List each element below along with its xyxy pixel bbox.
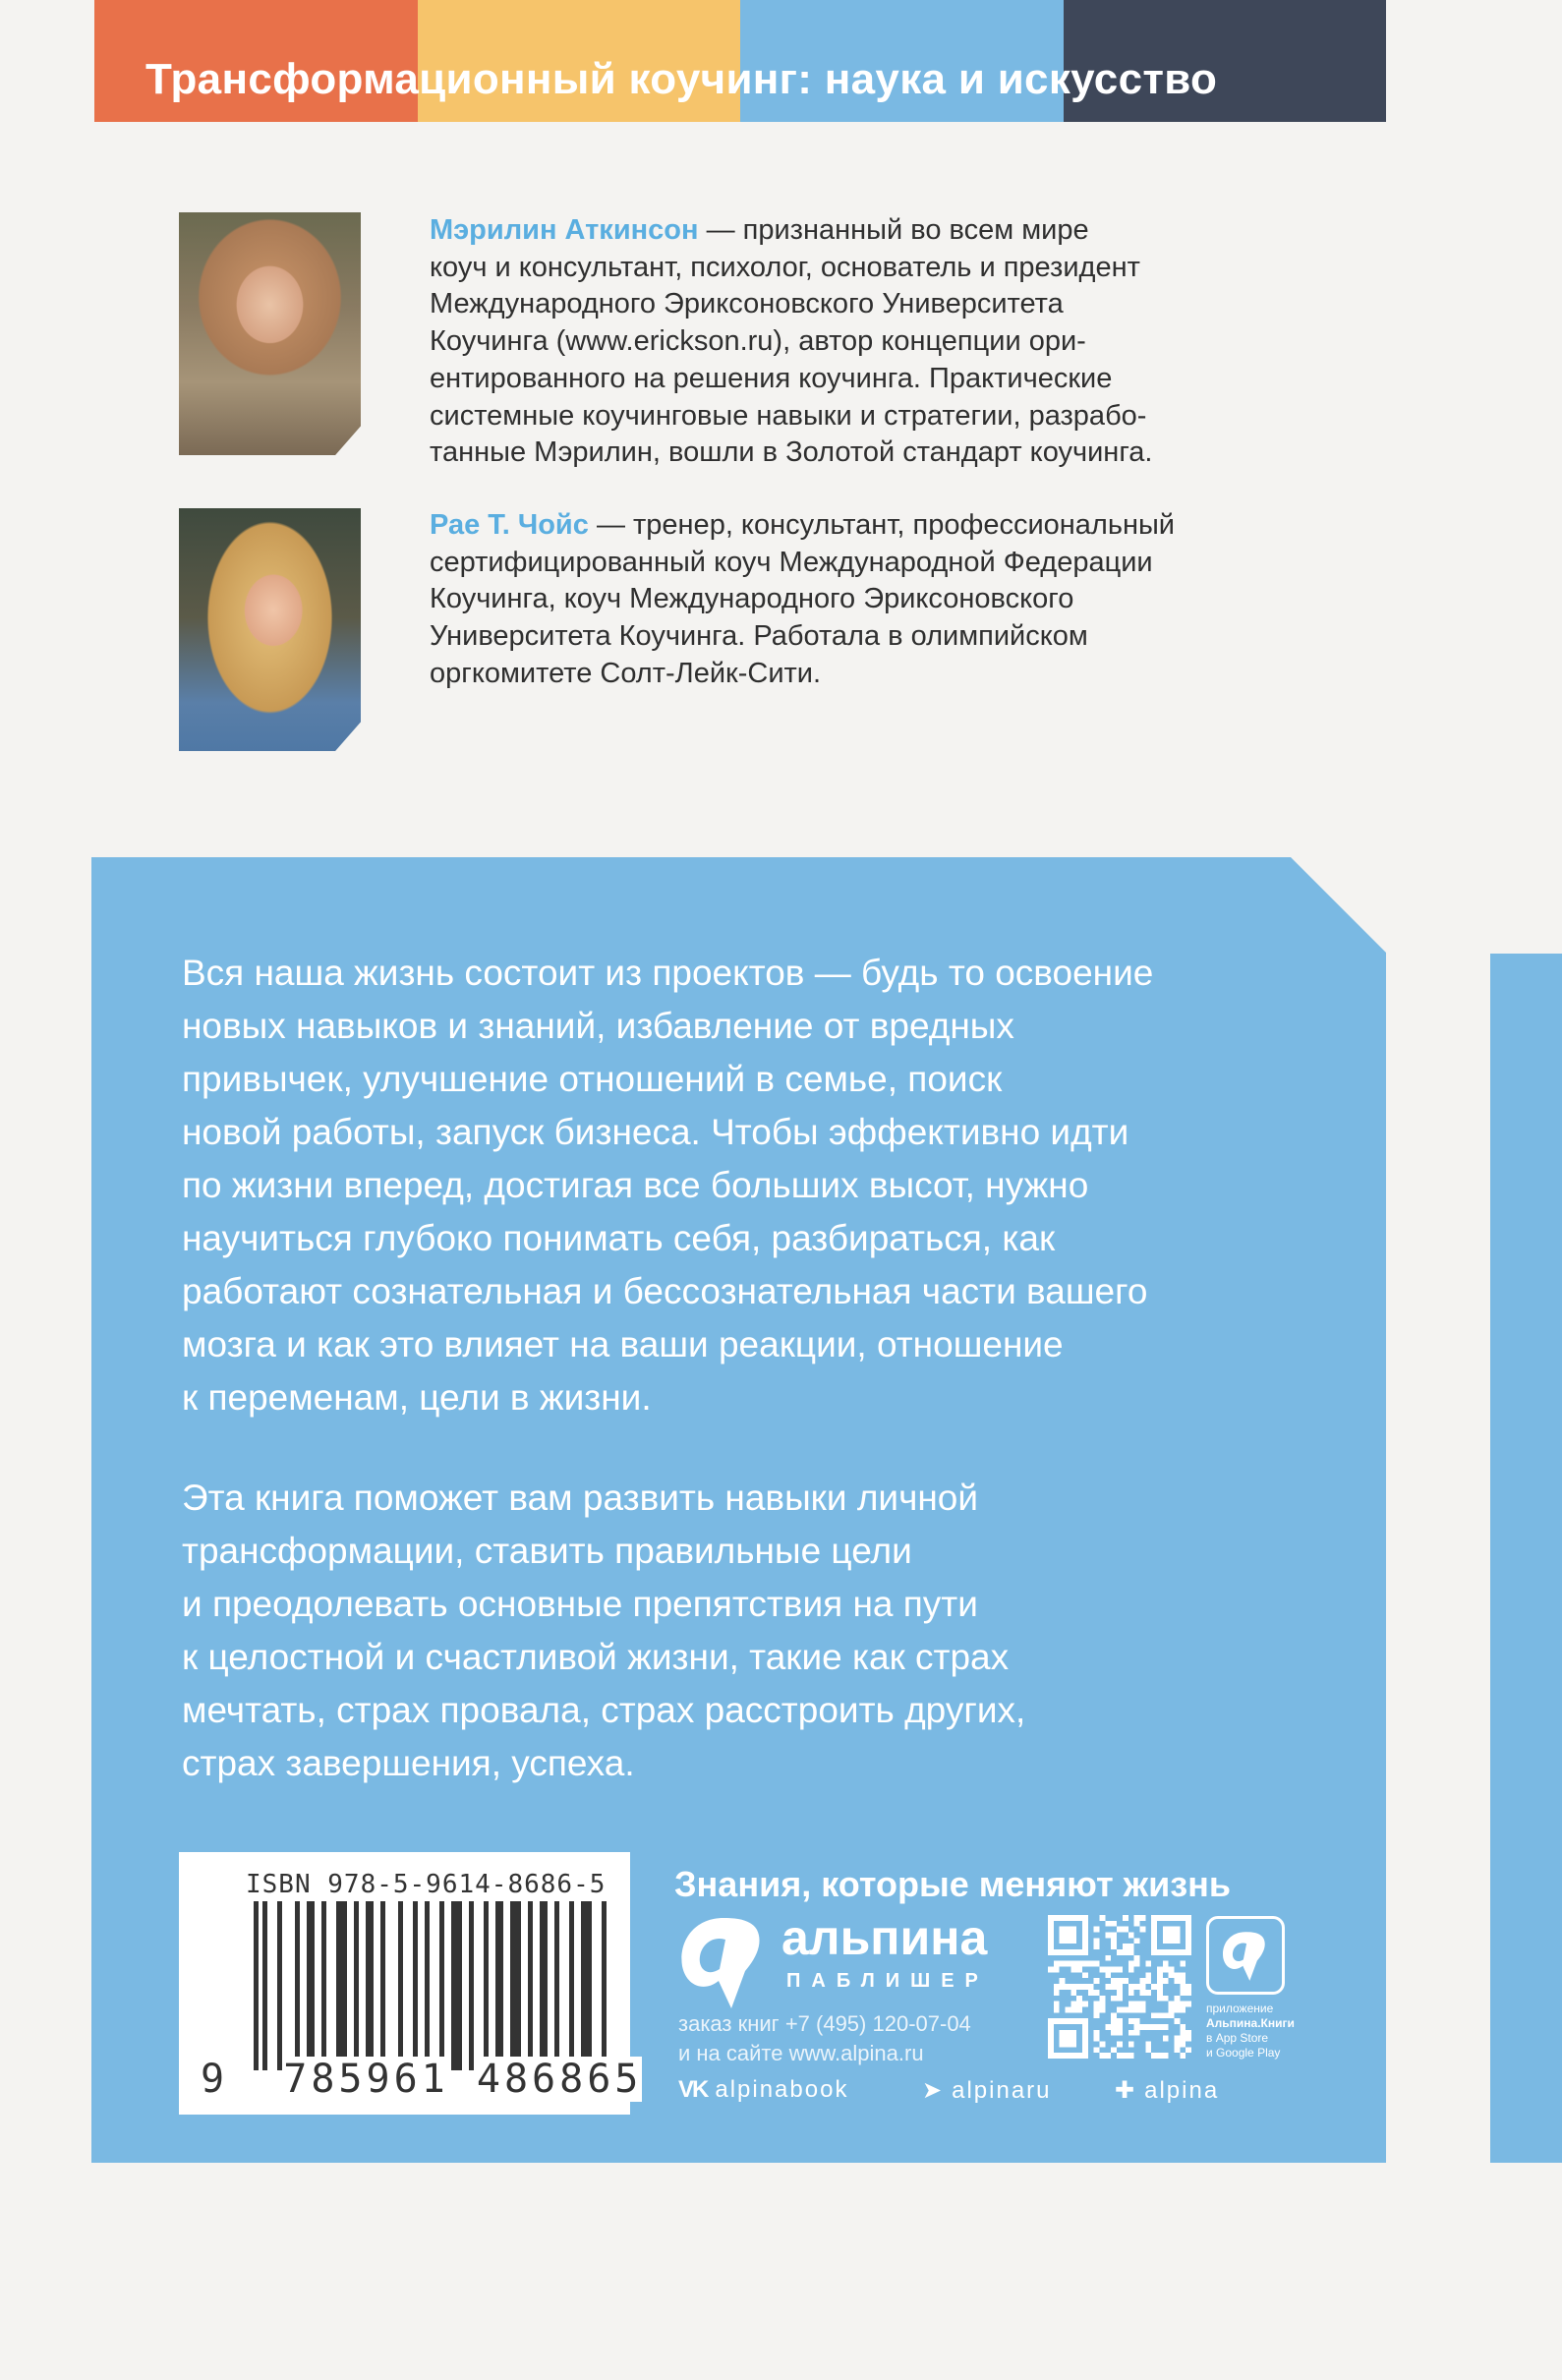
alpina-app-logo-icon <box>1219 1929 1272 1982</box>
barcode-bar <box>484 1901 489 2070</box>
qr-module <box>1076 2006 1082 2012</box>
qr-module <box>1076 1967 1082 1973</box>
social-zen[interactable] <box>1115 2076 1219 2105</box>
qr-module <box>1128 1933 1134 1939</box>
author-photo-atkinson <box>179 212 361 455</box>
text-line: мечтать, страх провала, страх расстроить других, <box>182 1690 1026 1730</box>
qr-module <box>1139 1990 1145 1996</box>
book-title: Трансформационный коучинг: наука и искусство <box>145 55 1218 103</box>
qr-module <box>1105 2024 1111 2030</box>
qr-module <box>1128 2030 1134 2036</box>
qr-module <box>1163 2024 1169 2030</box>
qr-module <box>1180 1978 1186 1984</box>
qr-module <box>1180 2002 1186 2007</box>
qr-module <box>1134 2002 1140 2007</box>
order-phone: заказ книг +7 (495) 120-07-04 <box>678 2011 971 2036</box>
text-line: к переменам, цели в жизни. <box>182 1377 652 1418</box>
barcode-bar <box>528 1901 533 2070</box>
text-line: Вся наша жизнь состоит из проектов — будь то освоение <box>182 953 1154 993</box>
qr-module <box>1174 2018 1180 2024</box>
qr-module <box>1180 2053 1186 2059</box>
qr-module <box>1174 2047 1180 2053</box>
ean-digits <box>201 2057 642 2102</box>
app-icon[interactable] <box>1206 1916 1285 1995</box>
qr-module <box>1139 2006 1145 2012</box>
qr-code[interactable] <box>1048 1915 1191 2059</box>
qr-module <box>1054 1984 1060 1990</box>
barcode-bar <box>581 1901 592 2070</box>
qr-module <box>1134 1921 1140 1927</box>
qr-module <box>1094 1978 1100 1984</box>
qr-module <box>1094 1961 1100 1967</box>
alpina-logo-icon <box>674 1912 773 2010</box>
qr-module <box>1117 1927 1123 1933</box>
text-line: страх завершения, успеха. <box>182 1743 635 1783</box>
qr-module <box>1117 2018 1123 2024</box>
bio-line: Коучинга, коуч Международного Эриксоновского <box>430 583 1074 615</box>
qr-module <box>1128 1944 1134 1949</box>
barcode-bar <box>554 1901 559 2070</box>
barcode-bar <box>354 1901 359 2070</box>
qr-module <box>1123 1949 1128 1955</box>
qr-module <box>1128 2041 1134 2047</box>
app-store-text <box>1206 2002 1295 2061</box>
qr-module <box>1163 1978 1169 1984</box>
qr-module <box>1111 2047 1117 2053</box>
qr-module <box>1128 1961 1134 1967</box>
qr-module <box>1094 1990 1100 1996</box>
barcode-bar <box>439 1901 444 2070</box>
qr-module <box>1117 2006 1123 2012</box>
qr-module <box>1117 1984 1123 1990</box>
qr-module <box>1100 1967 1106 1973</box>
qr-module <box>1134 2006 1140 2012</box>
qr-module <box>1134 1961 1140 1967</box>
qr-module <box>1186 1984 1191 1990</box>
text-line: к целостной и счастливой жизни, такие как страх <box>182 1637 1010 1677</box>
qr-module <box>1082 1961 1088 1967</box>
qr-module <box>1048 1967 1054 1973</box>
qr-module <box>1151 2053 1157 2059</box>
text-line: привычек, улучшение отношений в семье, поиск <box>182 1059 1003 1099</box>
ean-right-group: 486865 <box>476 2057 643 2102</box>
qr-module <box>1054 1990 1060 1996</box>
text-line: трансформации, ставить правильные цели <box>182 1531 912 1571</box>
qr-module <box>1163 1927 1181 1945</box>
text-line: мозга и как это влияет на ваши реакции, отношение <box>182 1324 1064 1364</box>
qr-module <box>1134 2018 1140 2024</box>
qr-module <box>1111 1967 1117 1973</box>
qr-module <box>1094 2036 1100 2042</box>
qr-module <box>1076 1984 1082 1990</box>
text-line: новых навыков и знаний, избавление от вредных <box>182 1006 1014 1046</box>
qr-module <box>1139 2024 1145 2030</box>
text-line: по жизни вперед, достигая все больших высот, нужно <box>182 1165 1089 1205</box>
qr-module <box>1123 1927 1128 1933</box>
qr-module <box>1094 1938 1100 1944</box>
qr-module <box>1088 1990 1094 1996</box>
qr-module <box>1111 1984 1117 1990</box>
qr-module <box>1180 2041 1186 2047</box>
qr-module <box>1117 1978 1123 1984</box>
publisher-tagline: Знания, которые меняют жизнь <box>674 1864 1232 1904</box>
qr-module <box>1111 2012 1117 2018</box>
qr-module <box>1151 2012 1157 2018</box>
qr-module <box>1100 1915 1106 1921</box>
qr-module <box>1157 1990 1163 1996</box>
qr-module <box>1145 1972 1151 1978</box>
qr-module <box>1157 1984 1163 1990</box>
qr-module <box>1180 1961 1186 1967</box>
barcode-bar <box>380 1901 385 2070</box>
qr-module <box>1128 1984 1134 1990</box>
author-bio-choice <box>430 507 1175 693</box>
bio-line: — признанный во всем мире <box>698 214 1089 246</box>
qr-module <box>1174 1978 1180 1984</box>
qr-module <box>1105 1921 1111 1927</box>
text-line: Эта книга поможет вам развить навыки личной <box>182 1478 979 1518</box>
qr-module <box>1117 1990 1123 1996</box>
qr-module <box>1134 1915 1140 1921</box>
qr-module <box>1060 1978 1066 1984</box>
qr-module <box>1105 1984 1111 1990</box>
qr-module <box>1070 1967 1076 1973</box>
description-paragraph-1 <box>182 947 1153 1424</box>
author-bio-atkinson <box>430 212 1152 472</box>
qr-module <box>1134 1955 1140 1961</box>
barcode-bar <box>425 1901 430 2070</box>
qr-module <box>1157 2024 1163 2030</box>
isbn-text: ISBN 978-5-9614-8686-5 <box>246 1870 607 1899</box>
qr-module <box>1111 1938 1117 1944</box>
barcode-bar <box>413 1901 418 2070</box>
qr-module <box>1163 1967 1169 1973</box>
qr-module <box>1066 1961 1071 1967</box>
barcode-bar <box>321 1901 326 2070</box>
qr-module <box>1117 2053 1123 2059</box>
qr-module <box>1186 2002 1191 2007</box>
qr-module <box>1128 1990 1134 1996</box>
qr-module <box>1054 2002 1060 2007</box>
qr-module <box>1117 2041 1123 2047</box>
qr-module <box>1117 1967 1123 1973</box>
qr-module <box>1100 1996 1106 2002</box>
qr-module <box>1145 1990 1151 1996</box>
qr-module <box>1186 1990 1191 1996</box>
qr-module <box>1174 2036 1180 2042</box>
qr-module <box>1134 2030 1140 2036</box>
bio-line: коуч и консультант, психолог, основатель и президент <box>430 251 1140 283</box>
qr-module <box>1076 1961 1082 1967</box>
barcode-bar <box>495 1901 503 2070</box>
author-photo-choice <box>179 508 361 751</box>
qr-module <box>1123 1978 1128 1984</box>
barcode-bar <box>366 1901 374 2070</box>
qr-module <box>1070 2002 1076 2007</box>
bio-line: — тренер, консультант, профессиональный <box>588 509 1176 541</box>
qr-module <box>1169 2002 1175 2007</box>
bio-line: танные Мэрилин, вошли в Золотой стандарт коучинга. <box>430 436 1153 469</box>
qr-module <box>1105 1933 1111 1939</box>
social-vk[interactable] <box>678 2076 848 2104</box>
qr-module <box>1163 2012 1169 2018</box>
qr-module <box>1094 1944 1100 1949</box>
barcode-bar <box>254 1901 259 2070</box>
qr-module <box>1151 2024 1157 2030</box>
qr-module <box>1094 2002 1100 2007</box>
qr-module <box>1105 1967 1111 1973</box>
barcode-bar <box>569 1901 574 2070</box>
qr-module <box>1174 1972 1180 1978</box>
qr-module <box>1180 1984 1186 1990</box>
publisher-brand: альпина <box>781 1910 988 1965</box>
qr-module <box>1180 2024 1186 2030</box>
qr-module <box>1174 1996 1180 2002</box>
qr-module <box>1117 1949 1123 1955</box>
qr-module <box>1145 2047 1151 2053</box>
app-line: в App Store <box>1206 2031 1269 2045</box>
qr-module <box>1060 1984 1066 1990</box>
qr-module <box>1082 1984 1088 1990</box>
barcode-bar <box>262 1901 267 2070</box>
qr-module <box>1123 1915 1128 1921</box>
qr-module <box>1117 2030 1123 2036</box>
qr-module <box>1186 2030 1191 2036</box>
qr-module <box>1111 2018 1117 2024</box>
text-line: и преодолевать основные препятствия на пути <box>182 1584 978 1624</box>
barcode-bar <box>307 1901 315 2070</box>
telegram-icon: ➤ <box>922 2077 945 2104</box>
qr-module <box>1128 2053 1134 2059</box>
qr-module <box>1060 1961 1066 1967</box>
qr-module <box>1111 1978 1117 1984</box>
ean-first-digit: 9 <box>201 2057 229 2102</box>
qr-module <box>1128 2018 1134 2024</box>
qr-module <box>1066 2006 1071 2012</box>
qr-module <box>1111 1921 1117 1927</box>
qr-module <box>1169 1972 1175 1978</box>
vk-icon: VK <box>678 2076 708 2103</box>
qr-module <box>1111 1933 1117 1939</box>
barcode-bar <box>540 1901 548 2070</box>
qr-module <box>1139 1915 1145 1921</box>
qr-module <box>1151 1984 1157 1990</box>
social-telegram[interactable] <box>922 2076 1052 2105</box>
qr-module <box>1169 2012 1175 2018</box>
app-line: приложение <box>1206 2002 1274 2015</box>
qr-module <box>1060 2030 1077 2048</box>
qr-module <box>1123 2006 1128 2012</box>
qr-module <box>1100 2053 1106 2059</box>
bio-line: Международного Эриксоновского Университета <box>430 288 1064 320</box>
author-name: Мэрилин Аткинсон <box>430 214 699 246</box>
qr-module <box>1070 1961 1076 1967</box>
qr-module <box>1054 2006 1060 2012</box>
qr-module <box>1163 1961 1169 1967</box>
qr-module <box>1145 1978 1151 1984</box>
qr-module <box>1128 1967 1134 1973</box>
qr-module <box>1105 1955 1111 1961</box>
bio-line: оргкомитете Солт-Лейк-Сити. <box>430 657 822 689</box>
qr-module <box>1100 2041 1106 2047</box>
qr-module <box>1174 2002 1180 2007</box>
qr-module <box>1134 1938 1140 1944</box>
qr-module <box>1157 2053 1163 2059</box>
qr-module <box>1145 2024 1151 2030</box>
qr-module <box>1100 2006 1106 2012</box>
ean-left-group: 785961 <box>283 2057 449 2102</box>
qr-module <box>1082 1972 1088 1978</box>
qr-module <box>1070 1984 1076 1990</box>
qr-module <box>1094 2030 1100 2036</box>
social-handle: alpinaru <box>952 2076 1052 2104</box>
barcode-bar <box>451 1901 462 2070</box>
qr-module <box>1076 2002 1082 2007</box>
qr-module <box>1186 2036 1191 2042</box>
qr-module <box>1157 1972 1163 1978</box>
qr-module <box>1128 1949 1134 1955</box>
barcode-bar <box>398 1901 403 2070</box>
text-line: научиться глубоко понимать себя, разбираться, как <box>182 1218 1056 1258</box>
qr-module <box>1169 1967 1175 1973</box>
qr-module <box>1111 1944 1117 1949</box>
qr-module <box>1186 2047 1191 2053</box>
social-handle: alpinabook <box>715 2076 849 2103</box>
zen-icon: ✚ <box>1115 2077 1137 2104</box>
qr-module <box>1088 1984 1094 1990</box>
spine-strip <box>1490 954 1562 2163</box>
qr-module <box>1094 2006 1100 2012</box>
qr-module <box>1134 2024 1140 2030</box>
qr-module <box>1180 1972 1186 1978</box>
qr-module <box>1054 1967 1060 1973</box>
publisher-brand-sub: ПАБЛИШЕР <box>786 1970 989 1992</box>
qr-module <box>1111 2024 1117 2030</box>
text-line: работают сознательная и бессознательная части вашего <box>182 1271 1148 1311</box>
qr-module <box>1117 1996 1123 2002</box>
qr-module <box>1174 2041 1180 2047</box>
qr-module <box>1180 2030 1186 2036</box>
qr-module <box>1117 2024 1123 2030</box>
bio-line: Коучинга (www.erickson.ru), автор концепции ори- <box>430 325 1086 358</box>
qr-module <box>1157 1967 1163 1973</box>
qr-module <box>1123 1944 1128 1949</box>
qr-module <box>1157 2012 1163 2018</box>
qr-module <box>1111 1996 1117 2002</box>
qr-module <box>1066 1984 1071 1990</box>
qr-module <box>1180 1990 1186 1996</box>
description-paragraph-2 <box>182 1472 1025 1790</box>
qr-module <box>1076 1996 1082 2002</box>
qr-module <box>1139 1927 1145 1933</box>
qr-module <box>1128 2006 1134 2012</box>
qr-module <box>1139 1978 1145 1984</box>
qr-module <box>1094 2012 1100 2018</box>
qr-module <box>1145 2041 1151 2047</box>
social-handle: alpina <box>1144 2076 1220 2104</box>
qr-module <box>1145 1961 1151 1967</box>
text-line: новой работы, запуск бизнеса. Чтобы эффективно идти <box>182 1112 1129 1152</box>
barcode-bar <box>469 1901 474 2070</box>
qr-module <box>1134 1984 1140 1990</box>
qr-module <box>1070 2006 1076 2012</box>
author-name: Рае Т. Чойс <box>430 509 589 541</box>
qr-module <box>1094 2047 1100 2053</box>
qr-module <box>1163 2053 1169 2059</box>
qr-module <box>1094 1927 1100 1933</box>
barcode-bar <box>336 1901 347 2070</box>
qr-module <box>1174 2006 1180 2012</box>
qr-module <box>1060 1927 1077 1945</box>
qr-module <box>1157 1996 1163 2002</box>
qr-module <box>1163 2036 1169 2042</box>
order-site: и на сайте www.alpina.ru <box>678 2041 924 2065</box>
qr-module <box>1082 2002 1088 2007</box>
qr-module <box>1128 2002 1134 2007</box>
bio-line: системные коучинговые навыки и стратегии, разрабо- <box>430 399 1147 432</box>
qr-module <box>1163 1996 1169 2002</box>
qr-module <box>1169 2006 1175 2012</box>
barcode-bar <box>295 1901 300 2070</box>
barcode-bar <box>510 1901 521 2070</box>
qr-module <box>1070 1990 1076 1996</box>
barcode-bar <box>602 1901 607 2070</box>
isbn-barcode <box>179 1852 643 2115</box>
qr-module <box>1105 1972 1111 1978</box>
bio-line: сертифицированный коуч Международной Федерации <box>430 546 1153 578</box>
app-line: и Google Play <box>1206 2046 1281 2060</box>
qr-module <box>1180 2036 1186 2042</box>
qr-module <box>1123 2053 1128 2059</box>
app-line: Альпина.Книги <box>1206 2016 1295 2030</box>
qr-module <box>1054 1961 1060 1967</box>
bio-line: ентированного на решения коучинга. Практические <box>430 362 1113 394</box>
qr-module <box>1100 2002 1106 2007</box>
qr-module <box>1088 1961 1094 1967</box>
qr-module <box>1157 1978 1163 1984</box>
qr-module <box>1105 2053 1111 2059</box>
barcode-bar <box>277 1901 282 2070</box>
qr-module <box>1111 2030 1117 2036</box>
bio-line: Университета Коучинга. Работала в олимпийском <box>430 620 1088 653</box>
qr-module <box>1180 2006 1186 2012</box>
barcode-bars <box>254 1901 617 2070</box>
qr-module <box>1139 1984 1145 1990</box>
qr-module <box>1139 2002 1145 2007</box>
